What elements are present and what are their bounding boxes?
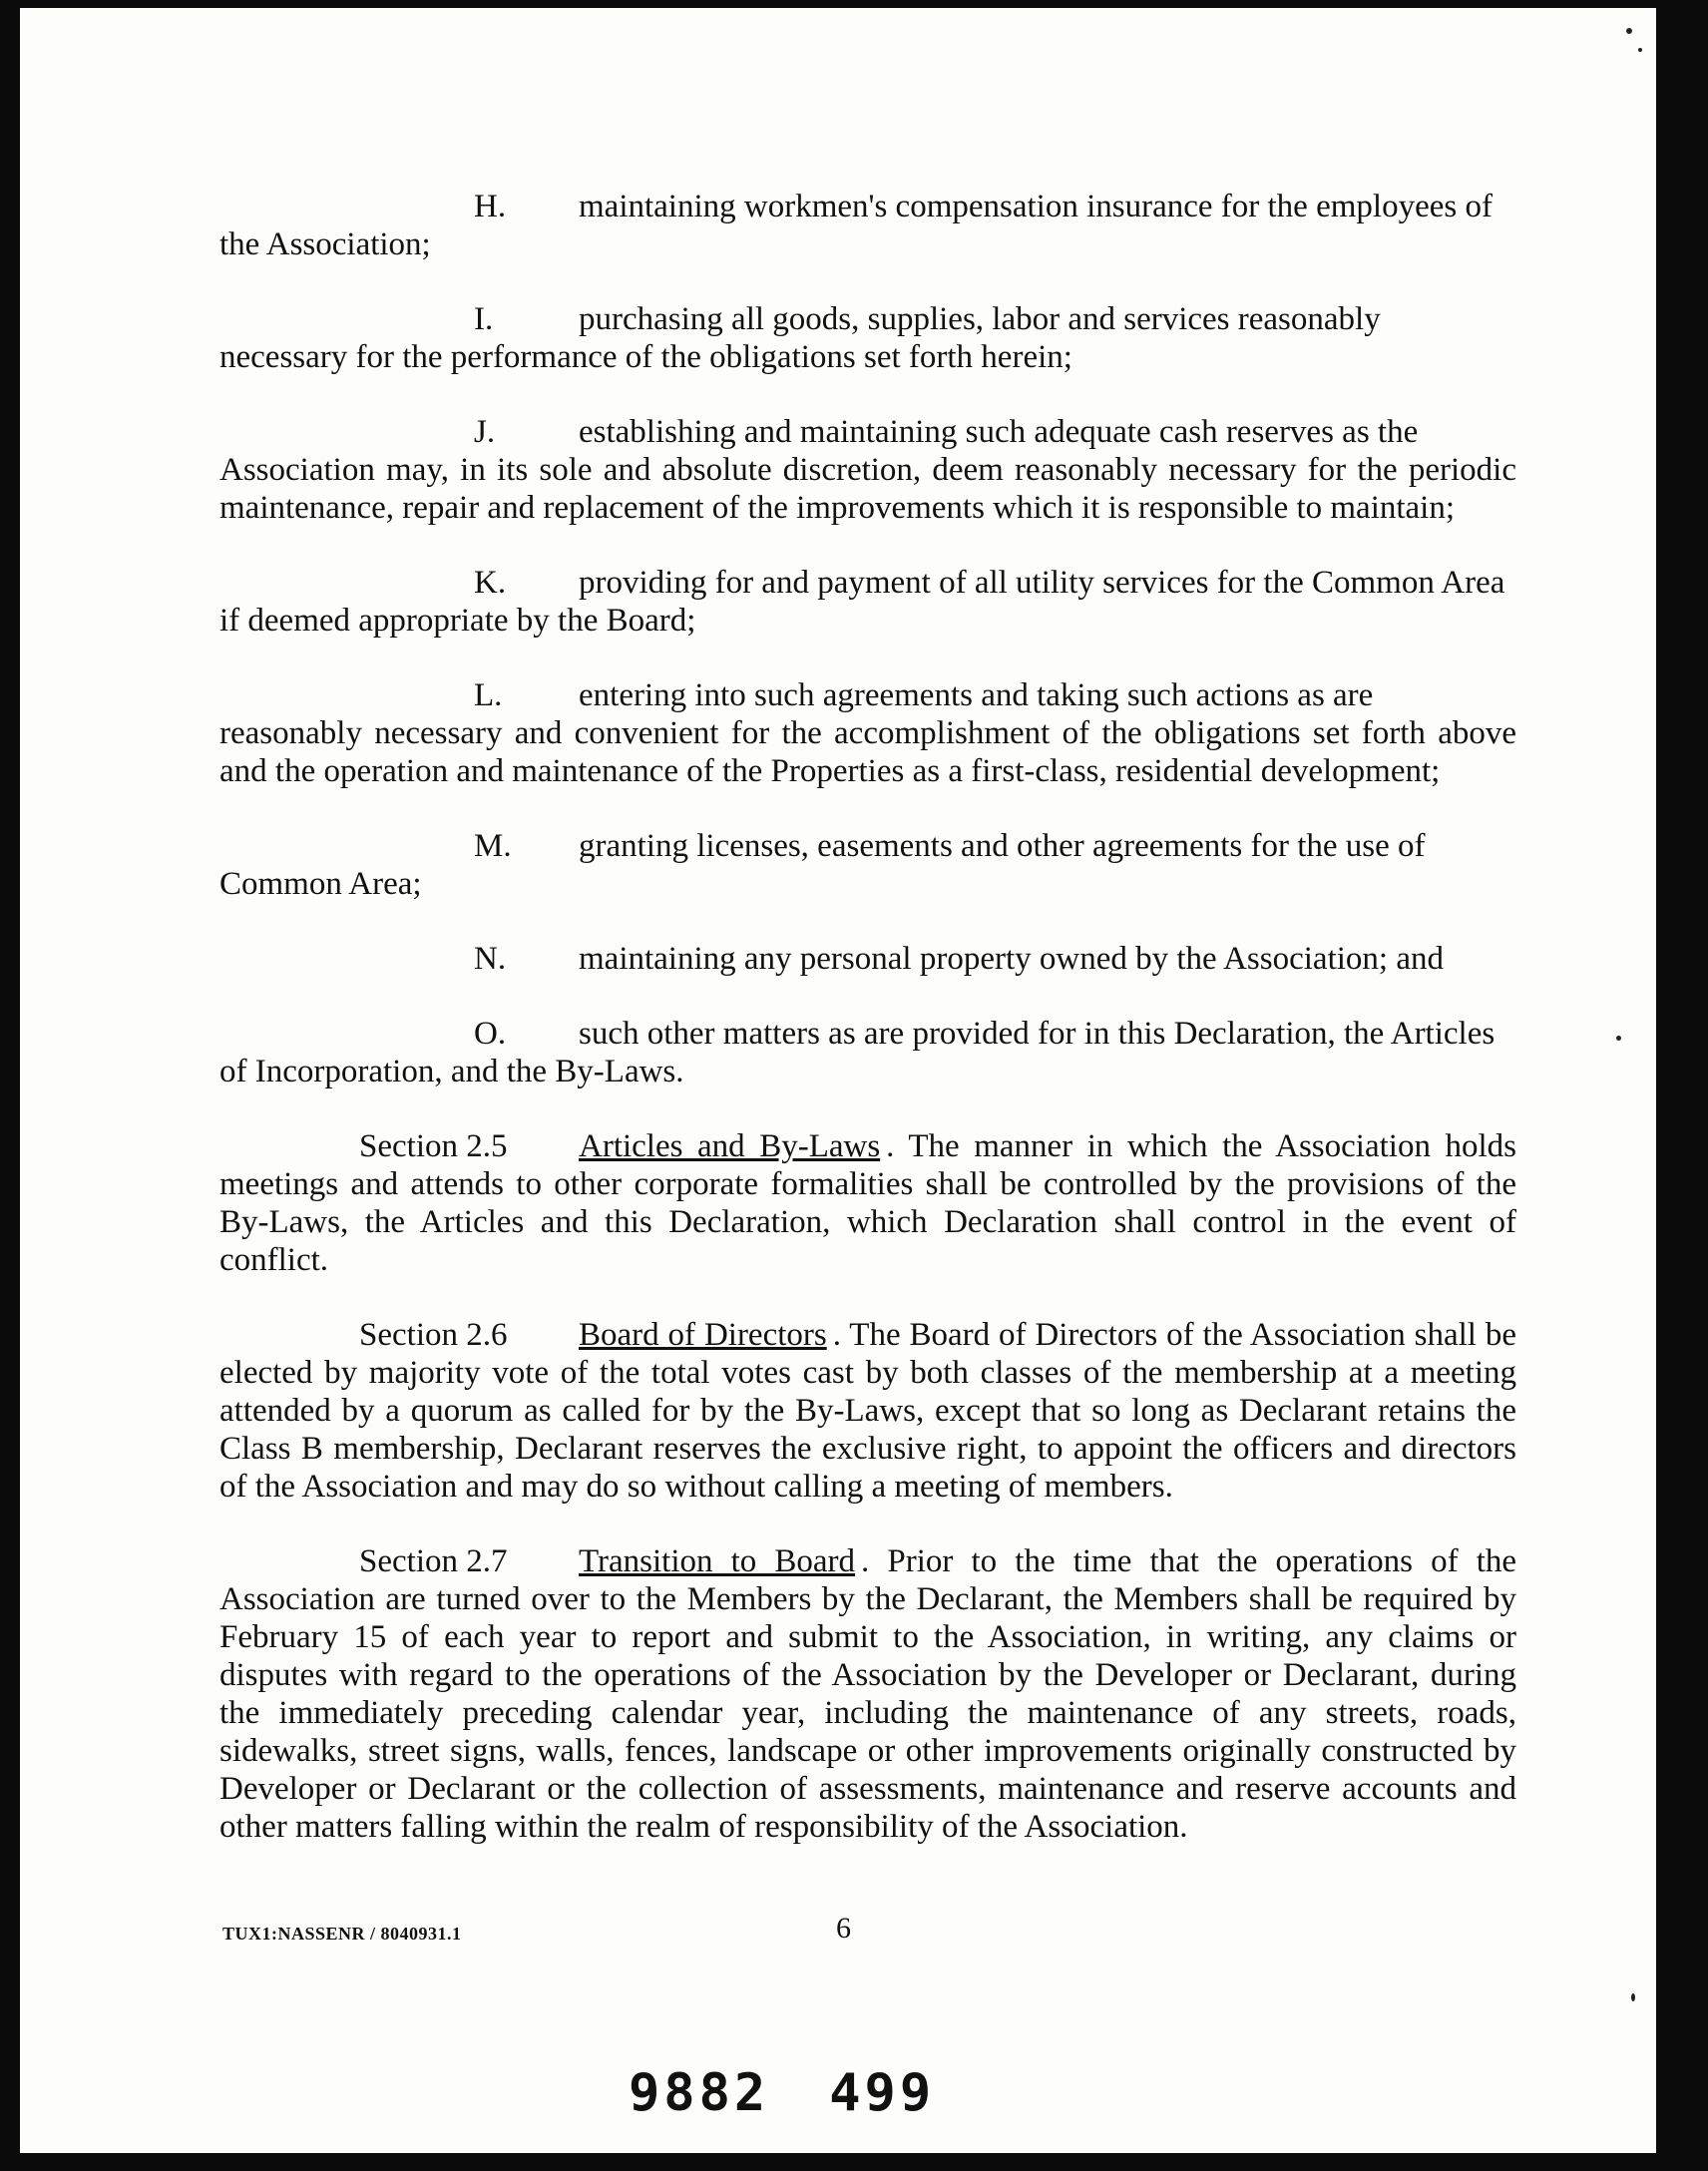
item-continuation: of Incorporation, and the By-Laws.: [219, 1054, 684, 1089]
item-letter: M.: [474, 828, 512, 864]
item-letter: N.: [474, 941, 507, 977]
scan-speck: [1616, 1036, 1621, 1041]
item-continuation: Common Area;: [219, 866, 422, 902]
item-continuation: reasonably necessary and convenient for the accomplishment of the obligations set forth above and the operation and maintenance of the Properties as a first-class, residential development;: [219, 715, 1516, 789]
item-first-line: maintaining workmen's compensation insurance for the employees of: [579, 189, 1493, 224]
section-number: Section 2.6: [359, 1317, 508, 1353]
item-first-line: establishing and maintaining such adequate cash reserves as the: [579, 414, 1419, 450]
item-letter: K.: [474, 565, 507, 601]
item-continuation: Association may, in its sole and absolute discretion, deem reasonably necessary for the periodic maintenance, repair and replacement of the improvements which it is responsible to maintain;: [219, 452, 1516, 526]
document-body: [219, 188, 1516, 1883]
book-page-stamp: [629, 2063, 995, 2123]
item-letter: H.: [474, 189, 507, 224]
scan-speck: [1638, 48, 1642, 52]
item-first-line: providing for and payment of all utility services for the Common Area: [579, 565, 1505, 601]
document-id: TUX1:NASSENR / 8040931.1: [222, 1924, 462, 1944]
section-text: . Prior to the time that the operations of the Association are turned over to the Members by the Declarant, the Members shall be required by February 15 of each year to report and submit to the Association, in writing, any claims or disputes with regard to the operations of the Association by the Developer or Declarant, during the immediately preceding calendar year, including the maintenance of any streets, roads, sidewalks, street signs, walls, fences, landscape or other improvements originally constructed by Developer or Declarant or the collection of assessments, maintenance and reserve accounts and other matters falling within the realm of responsibility of the Association.: [219, 1543, 1517, 1845]
item-first-line: such other matters as are provided for in this Declaration, the Articles: [579, 1016, 1495, 1052]
list-item: [219, 300, 1516, 376]
section-2-7: [219, 1542, 1516, 1846]
list-item: [219, 188, 1516, 263]
section-2-5: [219, 1127, 1516, 1279]
list-item: [219, 676, 1516, 790]
scan-speck: [1626, 28, 1632, 34]
list-item: [219, 413, 1516, 527]
item-first-line: granting licenses, easements and other agreements for the use of: [579, 828, 1426, 864]
item-continuation: the Association;: [219, 226, 431, 262]
item-letter: J.: [474, 414, 496, 450]
section-number: Section 2.7: [359, 1543, 508, 1579]
stamp-book-number: 9882: [629, 2063, 770, 2123]
item-letter: L.: [474, 677, 503, 713]
section-title: Transition to Board: [579, 1543, 856, 1579]
page-number: 6: [836, 1912, 851, 1945]
item-first-line: maintaining any personal property owned by the Association; and: [579, 941, 1444, 977]
section-text: . The manner in which the Association holds meetings and attends to other corporate formalities shall be controlled by the provisions of the By-Laws, the Articles and this Declaration, which Declaration shall control in the event of conflict.: [219, 1128, 1516, 1278]
section-title: Articles and By-Laws: [579, 1128, 881, 1164]
scan-speck: [1631, 1993, 1635, 2001]
stamp-page-number: 499: [829, 2063, 936, 2123]
list-item: [219, 827, 1516, 903]
item-continuation: necessary for the performance of the obligations set forth herein;: [219, 339, 1072, 375]
item-first-line: entering into such agreements and taking such actions as are: [579, 677, 1374, 713]
document-page: [20, 8, 1656, 2153]
list-item: [219, 940, 1516, 978]
item-letter: I.: [474, 301, 494, 337]
section-title: Board of Directors: [579, 1317, 827, 1353]
item-continuation: if deemed appropriate by the Board;: [219, 603, 696, 639]
list-item: [219, 564, 1516, 640]
section-number: Section 2.5: [359, 1128, 508, 1164]
list-item: [219, 1015, 1516, 1090]
section-text: . The Board of Directors of the Association shall be elected by majority vote of the total votes cast by both classes of the membership at a meeting attended by a quorum as called for by the By-Laws, except that so long as Declarant retains the Class B membership, Declarant reserves the exclusive right, to appoint the officers and directors of the Association and may do so without calling a meeting of members.: [219, 1317, 1517, 1505]
section-2-6: [219, 1316, 1516, 1506]
item-letter: O.: [474, 1016, 507, 1052]
item-first-line: purchasing all goods, supplies, labor and services reasonably: [579, 301, 1381, 337]
